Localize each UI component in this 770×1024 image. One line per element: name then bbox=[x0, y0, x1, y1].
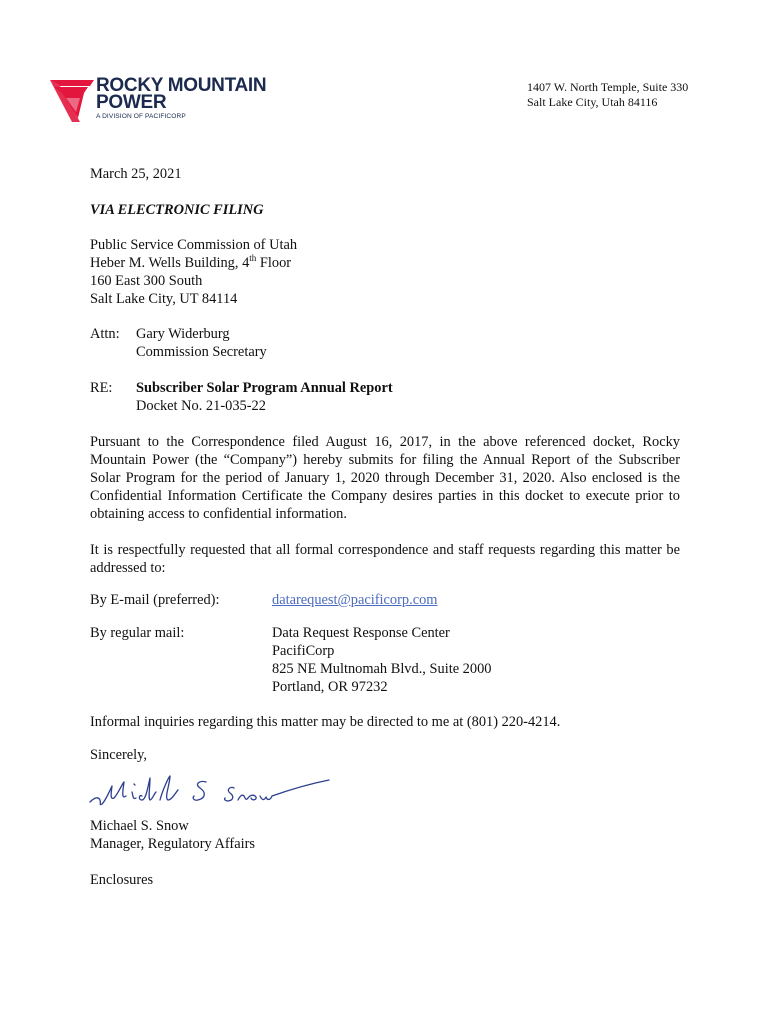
contact-email-row bbox=[90, 591, 680, 609]
handwritten-signature bbox=[84, 770, 334, 820]
mail-line-4: Portland, OR 97232 bbox=[272, 679, 388, 695]
mail-label: By regular mail: bbox=[90, 625, 185, 641]
body-paragraph-2: It is respectfully requested that all formal correspondence and staff requests regarding this matter be addressed to: bbox=[90, 542, 680, 576]
delivery-method: VIA ELECTRONIC FILING bbox=[90, 202, 264, 218]
sender-address bbox=[527, 80, 688, 110]
re-label: RE: bbox=[90, 380, 113, 396]
body-paragraph-1: Pursuant to the Correspondence filed August 16, 2017, in the above referenced docket, Rocky Mountain Power (the “Company”) hereby submits for filing the Annual Report of the Subscriber Solar Program for the period of January 1, 2020 through December 31, 2020. Also enclosed is the Confidential Information Certificate the Company desires parties in this docket to execute prior to obtaining access to confidential information. bbox=[90, 434, 680, 522]
mail-line-1: Data Request Response Center bbox=[272, 625, 450, 641]
sender-address-line-2: Salt Lake City, Utah 84116 bbox=[527, 95, 658, 109]
signer-title: Manager, Regulatory Affairs bbox=[90, 836, 255, 852]
attn-title: Commission Secretary bbox=[136, 344, 267, 360]
signer-block bbox=[90, 817, 680, 853]
attn-name: Gary Widerburg bbox=[136, 326, 230, 342]
recipient-line-3: 160 East 300 South bbox=[90, 273, 203, 289]
letter-date: March 25, 2021 bbox=[90, 166, 182, 182]
inquiries-text: Informal inquiries regarding this matter may be directed to me at (801) 220-4214. bbox=[90, 714, 561, 730]
re-subject: Subscriber Solar Program Annual Report bbox=[136, 380, 393, 396]
mail-line-2: PacifiCorp bbox=[272, 643, 335, 659]
recipient-line-4: Salt Lake City, UT 84114 bbox=[90, 291, 238, 307]
logo-line-2: POWER bbox=[96, 92, 167, 113]
email-label: By E-mail (preferred): bbox=[90, 592, 220, 608]
enclosures-text: Enclosures bbox=[90, 872, 154, 888]
subject-block bbox=[90, 379, 680, 415]
closing-text: Sincerely, bbox=[90, 747, 148, 763]
signer-name: Michael S. Snow bbox=[90, 818, 189, 834]
attn-label: Attn: bbox=[90, 326, 120, 342]
recipient-line-2-suffix: Floor bbox=[256, 255, 292, 271]
logo-tagline: A DIVISION OF PACIFICORP bbox=[96, 113, 186, 120]
recipient-line-2 bbox=[90, 254, 680, 272]
recipient-line-1: Public Service Commission of Utah bbox=[90, 237, 298, 253]
logo-line-1: ROCKY MOUNTAIN bbox=[96, 75, 267, 96]
attention-block bbox=[90, 325, 680, 361]
sender-address-line-1: 1407 W. North Temple, Suite 330 bbox=[527, 80, 689, 94]
recipient-line-2-text: Heber M. Wells Building, 4 bbox=[90, 255, 250, 271]
mail-line-3: 825 NE Multnomah Blvd., Suite 2000 bbox=[272, 661, 492, 677]
re-docket: Docket No. 21-035-22 bbox=[136, 398, 266, 414]
recipient-address bbox=[90, 236, 680, 308]
email-link[interactable]: datarequest@pacificorp.com bbox=[272, 592, 438, 608]
recipient-line-2-superscript: th bbox=[249, 253, 257, 264]
contact-mail-row bbox=[90, 624, 680, 696]
company-logo bbox=[50, 76, 300, 126]
logo-mark-icon bbox=[50, 78, 96, 124]
